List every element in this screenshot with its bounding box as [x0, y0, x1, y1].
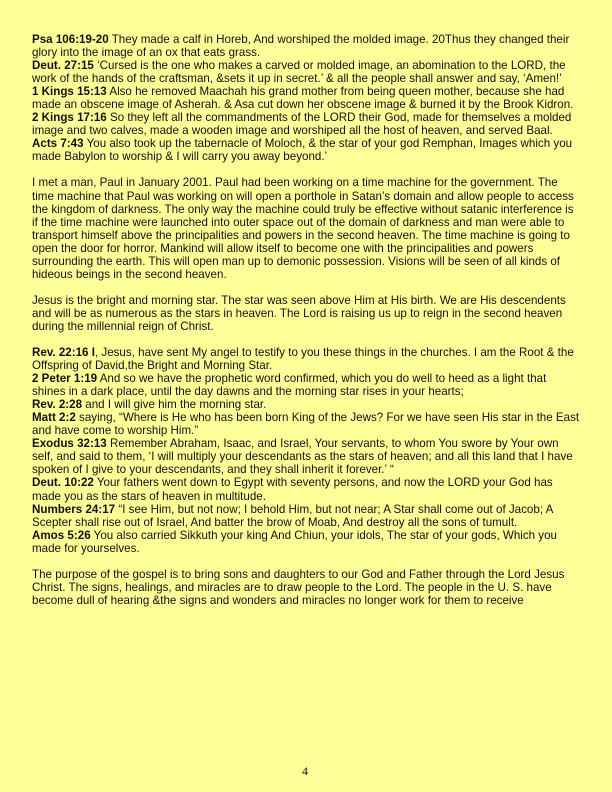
verse-text: ‘Cursed is the one who makes a carved or molded image, an abomination to the LORD, the work of the hands of the craftsman, &sets it up in secret.’ & all the people shall answer and say, ‘Amen!’: [32, 59, 566, 86]
verse-text: saying, “Where is He who has been born King of the Jews? For we have seen His star in the East and have come to worship Him.”: [32, 411, 580, 438]
verse-text: , Jesus, have sent My angel to testify to you these things in the churches. I am the Root & the Offspring of David,the Bright and Morning Star.: [32, 345, 574, 373]
verse-entry: [32, 346, 582, 372]
verse-reference: Amos 5:26: [32, 528, 91, 542]
paragraph-morning-star: Jesus is the bright and morning star. The star was seen above Him at His birth. We are His descendents and will be as numerous as the stars in heaven. The Lord is raising us up to reign in the second heaven during the millennial reign of Christ.: [32, 293, 566, 333]
verse-entry: [32, 503, 582, 529]
verse-entry: [32, 85, 582, 111]
verses-block-idolatry: [32, 33, 582, 163]
verse-text: So they left all the commandments of the LORD their God, made for themselves a molded image and two calves, made a wooden image and worshiped all the host of heaven, and served Baal.: [32, 111, 572, 138]
paragraph-gospel: The purpose of the gospel is to bring sons and daughters to our God and Father through the Lord Jesus Christ. The signs, healings, and miracles are to draw people to the Lord. The people in the U. S. have become dull of hearing &the signs and wonders and miracles no longer work for them to receive: [32, 567, 565, 607]
page-body: [32, 33, 582, 607]
paragraph-gap: [32, 555, 582, 568]
verse-text: and I will give him the morning star.: [82, 398, 267, 412]
verse-reference: 2 Peter 1:19: [32, 372, 98, 386]
verse-entry: [32, 398, 582, 411]
verse-text: You also took up the tabernacle of Moloch, & the star of your god Remphan, Images which you made Babylon to worship & I will carry you away beyond.’: [32, 137, 573, 164]
verse-reference: Acts 7:43: [32, 137, 84, 151]
verse-entry: [32, 372, 582, 398]
paragraph-gap: [32, 281, 582, 294]
verse-reference: Rev. 2:28: [32, 398, 83, 412]
verse-text: And so we have the prophetic word confirmed, which you do well to heed as a light that shines in a dark place, until the day dawns and the morning star rises in your hearts;: [32, 372, 547, 399]
verse-reference: Matt 2:2: [32, 411, 76, 425]
verse-entry: [32, 59, 582, 85]
verse-text: You also carried Sikkuth your king And Chiun, your idols, The star of your gods, Which you made for yourselves.: [32, 528, 558, 555]
page-number: 4: [302, 764, 308, 778]
verse-reference: Deut. 27:15: [32, 59, 94, 73]
verses-block-stars: [32, 346, 582, 555]
verse-reference: Exodus 32:13: [32, 437, 107, 451]
verse-text: They made a calf in Horeb, And worshiped the molded image. 20Thus they changed their glory into the image of an ox that eats grass.: [32, 33, 570, 60]
verse-reference: Deut. 10:22: [32, 476, 94, 490]
verse-entry: [32, 476, 582, 502]
verse-reference: 2 Kings 17:16: [32, 111, 107, 125]
verse-entry: [32, 111, 582, 137]
verse-reference: Rev. 22:16 I: [32, 345, 95, 359]
verse-text: Your fathers went down to Egypt with seventy persons, and now the LORD your God has made you as the stars of heaven in multitude.: [32, 476, 553, 503]
verse-reference: Psa 106:19-20: [32, 33, 109, 46]
verse-reference: Numbers 24:17: [32, 502, 116, 516]
paragraph-gap: [32, 163, 582, 176]
verse-entry: [32, 33, 582, 59]
verse-entry: [32, 411, 582, 437]
verse-text: Remember Abraham, Isaac, and Israel, Your servants, to whom You swore by Your own self, and said to them, ‘I will multiply your descendants as the stars of heaven; and all this land that I have spoken of I give to your descendants, and they shall inherit it forever.’ “: [32, 437, 573, 477]
verse-entry: [32, 529, 582, 555]
verse-text: “I see Him, but not now; I behold Him, but not near; A Star shall come out of Jacob; A Scepter shall rise out of Israel, And batter the brow of Moab, And destroy all the sons of tumult.: [32, 502, 553, 529]
verse-entry: [32, 437, 582, 476]
paragraph-time-machine: I met a man, Paul in January 2001. Paul had been working on a time machine for the government. The time machine that Paul was working on will open a porthole in Satan’s domain and allow people to access the kingdom of darkness. The only way the machine could truly be effective without satanic interference is if the time machine were launched into outer space out of the domain of darkness and man were able to transport himself above the principalities and powers in the second heaven. The time machine is going to open the door for horror. Mankind will allow itself to become one with the principalities and powers surrounding the earth. This will open man up to demonic possession. Visions will be seen of all kinds of hideous beings in the second heaven.: [32, 176, 574, 281]
verse-text: Also he removed Maachah his grand mother from being queen mother, because she had made an obscene image of Asherah. & Asa cut down her obscene image & burned it by the Brook Kidron.: [32, 85, 574, 112]
verse-entry: [32, 137, 582, 163]
paragraph-gap: [32, 333, 582, 346]
verse-reference: 1 Kings 15:13: [32, 85, 107, 99]
